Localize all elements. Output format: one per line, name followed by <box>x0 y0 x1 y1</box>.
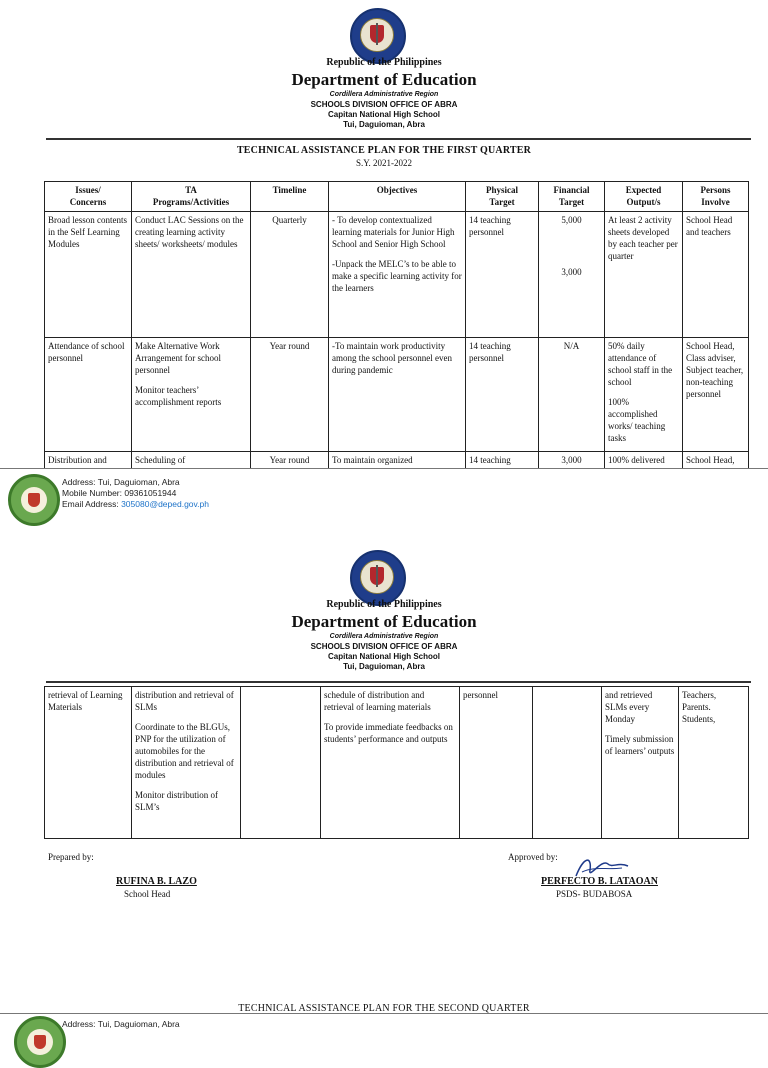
deped-seal <box>350 550 406 606</box>
footer-address-partial: Address: Tui, Daguioman, Abra <box>62 1019 180 1029</box>
cell-physical: 14 teaching personnel <box>466 338 539 452</box>
division-text: SCHOOLS DIVISION OFFICE OF ABRA <box>310 642 458 651</box>
cell-objectives: schedule of distribution and retrieval of learning materials To provide immediate feedbacks on students’ performance and outputs <box>321 687 460 839</box>
header-divider <box>46 138 751 140</box>
approved-by-label: Approved by: <box>508 852 558 862</box>
school-name: Capitan National High School <box>327 110 440 119</box>
col-header-output: Expected Output/s <box>605 182 683 212</box>
cell-persons: School Head, Class adviser, Subject teacher, non-teaching personnel <box>683 338 749 452</box>
cell-timeline: Year round <box>251 452 329 469</box>
cell-program: Conduct LAC Sessions on the creating learning activity sheets/ worksheets/ modules <box>132 212 251 338</box>
cell-financial: 3,000 <box>539 452 605 469</box>
department-title: Department of Education <box>291 70 477 89</box>
cell-output: At least 2 activity sheets developed by each teacher per quarter <box>605 212 683 338</box>
cell-program: Scheduling of <box>132 452 251 469</box>
cell-objectives: To maintain organized <box>329 452 466 469</box>
cell-financial: N/A <box>539 338 605 452</box>
cell-output: 100% delivered <box>605 452 683 469</box>
school-year: S.Y. 2021-2022 <box>355 158 413 168</box>
cell-persons: Teachers, Parents. Students, <box>679 687 749 839</box>
table-header-row <box>45 182 749 212</box>
footer-email: Email Address: 305080@deped.gov.ph <box>62 499 209 509</box>
email-link[interactable]: 305080@deped.gov.ph <box>121 499 209 509</box>
region-text: Cordillera Administrative Region <box>329 633 439 640</box>
school-address: Tui, Daguioman, Abra <box>343 120 425 129</box>
table-row <box>45 687 749 839</box>
cell-persons: School Head, <box>683 452 749 469</box>
school-name: Capitan National High School <box>327 652 440 661</box>
col-header-objectives: Objectives <box>329 182 466 212</box>
header-divider <box>46 681 751 683</box>
cell-program: distribution and retrieval of SLMs Coordinate to the BLGUs, PNP for the utilization of automobiles for the distribution and retrieval of modules Monitor distribution of SLM’s <box>132 687 241 839</box>
republic-text: Republic of the Philippines <box>326 57 442 68</box>
cell-physical: 14 teaching <box>466 452 539 469</box>
col-header-persons: Persons Involve <box>683 182 749 212</box>
cell-timeline: Year round <box>251 338 329 452</box>
letterhead <box>0 599 768 672</box>
cell-program: Make Alternative Work Arrangement for school personnel Monitor teachers’ accomplishment reports <box>132 338 251 452</box>
plan-title-q1: TECHNICAL ASSISTANCE PLAN FOR THE FIRST QUARTER <box>236 145 532 156</box>
footer-address: Address: Tui, Daguioman, Abra <box>62 477 180 487</box>
ta-plan-table-q1 <box>44 181 749 469</box>
region-text: Cordillera Administrative Region <box>329 91 439 98</box>
division-text: SCHOOLS DIVISION OFFICE OF ABRA <box>310 100 458 109</box>
col-header-physical: Physical Target <box>466 182 539 212</box>
table-row <box>45 452 749 469</box>
cell-issue: retrieval of Learning Materials <box>45 687 132 839</box>
cell-issue: Broad lesson contents in the Self Learning Modules <box>45 212 132 338</box>
school-logo <box>8 474 60 526</box>
approved-by-role: PSDS- BUDABOSA <box>556 889 633 899</box>
cell-timeline <box>241 687 321 839</box>
department-title: Department of Education <box>291 612 477 631</box>
table-row <box>45 338 749 452</box>
cell-physical: 14 teaching personnel <box>466 212 539 338</box>
cell-timeline: Quarterly <box>251 212 329 338</box>
republic-text: Republic of the Philippines <box>326 599 442 610</box>
footer-contact <box>62 477 209 510</box>
prepared-by-name: RUFINA B. LAZO <box>116 876 197 887</box>
cell-objectives: -To maintain work productivity among the school personnel even during pandemic <box>329 338 466 452</box>
col-header-issues: Issues/ Concerns <box>45 182 132 212</box>
cell-persons: School Head and teachers <box>683 212 749 338</box>
cell-issue: Distribution and <box>45 452 132 469</box>
approved-by-name: PERFECTO B. LATAOAN <box>541 876 658 887</box>
col-header-programs: TA Programs/Activities <box>132 182 251 212</box>
letterhead <box>0 57 768 130</box>
plan-title-q2: TECHNICAL ASSISTANCE PLAN FOR THE SECOND QUARTER <box>238 1003 530 1014</box>
school-address: Tui, Daguioman, Abra <box>343 662 425 671</box>
prepared-by-role: School Head <box>124 889 171 899</box>
cell-output: and retrieved SLMs every Monday Timely submission of learners’ outputs <box>602 687 679 839</box>
footer-divider <box>0 1013 768 1014</box>
ta-plan-table-q1-continued <box>44 686 749 839</box>
footer-divider <box>0 468 768 469</box>
deped-seal <box>350 8 406 64</box>
table-row <box>45 212 749 338</box>
cell-issue: Attendance of school personnel <box>45 338 132 452</box>
cell-financial: 5,000 3,000 <box>539 212 605 338</box>
col-header-timeline: Timeline <box>251 182 329 212</box>
prepared-by-label: Prepared by: <box>48 852 94 862</box>
cell-physical: personnel <box>460 687 533 839</box>
cell-financial <box>533 687 602 839</box>
footer-mobile: Mobile Number: 09361051944 <box>62 488 177 498</box>
cell-output: 50% daily attendance of school staff in the school 100% accomplished works/ teaching tasks <box>605 338 683 452</box>
col-header-financial: Financial Target <box>539 182 605 212</box>
cell-objectives: - To develop contextualized learning materials for Junior High School and Senior High School -Unpack the MELC’s to be able to make a specific learning activity for the learners <box>329 212 466 338</box>
